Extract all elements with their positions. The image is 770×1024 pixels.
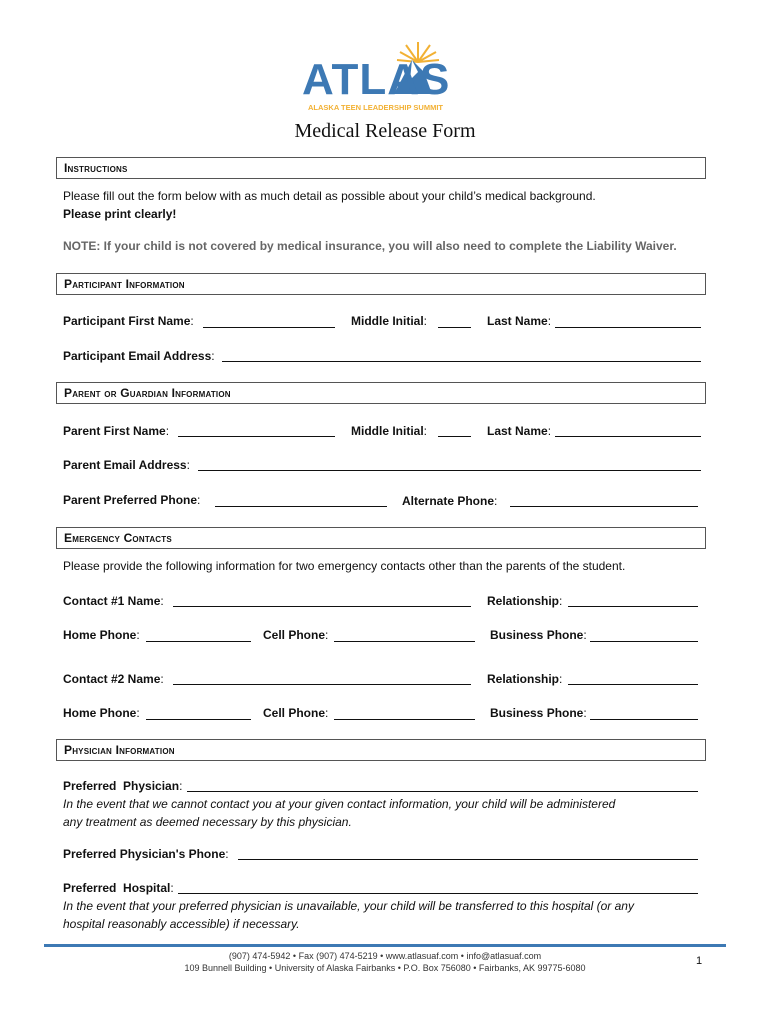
logo-tagline: ALASKA TEEN LEADERSHIP SUMMIT xyxy=(308,103,444,112)
emergency-intro: Please provide the following information for two emergency contacts other than the parents of the student. xyxy=(63,559,626,573)
contact1-relationship-label: Relationship: xyxy=(487,594,563,608)
section-title: Participant Information xyxy=(64,277,185,291)
section-title: Emergency Contacts xyxy=(64,531,172,545)
participant-first-name-field[interactable] xyxy=(203,327,335,328)
parent-first-name-field[interactable] xyxy=(178,436,335,437)
contact1-home-phone-field[interactable] xyxy=(146,641,251,642)
contact1-name-field[interactable] xyxy=(173,606,471,607)
parent-last-name-field[interactable] xyxy=(555,436,701,437)
parent-middle-initial-label: Middle Initial: xyxy=(351,424,428,438)
contact2-relationship-label: Relationship: xyxy=(487,672,563,686)
contact2-relationship-field[interactable] xyxy=(568,684,698,685)
alternate-phone-field[interactable] xyxy=(510,506,698,507)
contact1-name-label: Contact #1 Name: xyxy=(63,594,164,608)
parent-preferred-phone-label: Parent Preferred Phone: xyxy=(63,493,201,507)
participant-email-field[interactable] xyxy=(222,361,701,362)
participant-middle-initial-label: Middle Initial: xyxy=(351,314,428,328)
section-physician xyxy=(56,739,706,761)
participant-last-name-label: Last Name: xyxy=(487,314,552,328)
contact1-relationship-field[interactable] xyxy=(568,606,698,607)
physician-note-1: In the event that we cannot contact you at your given contact information, your child will be administered xyxy=(63,797,616,811)
preferred-physician-label: Preferred Physician: xyxy=(63,779,183,793)
page-title: Medical Release Form xyxy=(294,120,476,142)
contact2-business-phone-field[interactable] xyxy=(590,719,698,720)
contact1-cell-phone-field[interactable] xyxy=(334,641,475,642)
footer-contact-line: (907) 474-5942 • Fax (907) 474-5219 • www.atlasuaf.com • info@atlasuaf.com xyxy=(228,951,542,961)
instructions-text: Please fill out the form below with as much detail as possible about your child’s medical background. xyxy=(63,189,596,203)
contact1-business-phone-label: Business Phone: xyxy=(490,628,587,642)
contact2-business-phone-label: Business Phone: xyxy=(490,706,587,720)
physician-phone-field[interactable] xyxy=(238,859,698,860)
parent-middle-initial-field[interactable] xyxy=(438,436,471,437)
logo-wordmark: ATLAS xyxy=(302,55,451,104)
contact2-name-field[interactable] xyxy=(173,684,471,685)
participant-email-label: Participant Email Address: xyxy=(63,349,215,363)
parent-last-name-label: Last Name: xyxy=(487,424,552,438)
atlas-logo xyxy=(300,40,475,118)
section-participant xyxy=(56,273,706,295)
contact2-home-phone-label: Home Phone: xyxy=(63,706,140,720)
parent-email-label: Parent Email Address: xyxy=(63,458,190,472)
alternate-phone-label: Alternate Phone: xyxy=(402,494,498,508)
parent-preferred-phone-field[interactable] xyxy=(215,506,387,507)
contact1-home-phone-label: Home Phone: xyxy=(63,628,140,642)
participant-first-name-label: Participant First Name: xyxy=(63,314,194,328)
footer-rule xyxy=(44,944,726,947)
page-number: 1 xyxy=(696,955,703,967)
participant-last-name-field[interactable] xyxy=(555,327,701,328)
print-clearly-text: Please print clearly! xyxy=(63,207,177,221)
section-title: Physician Information xyxy=(64,743,175,757)
section-instructions xyxy=(56,157,706,179)
section-title: Instructions xyxy=(64,161,128,175)
contact2-home-phone-field[interactable] xyxy=(146,719,251,720)
parent-email-field[interactable] xyxy=(198,470,701,471)
contact2-cell-phone-label: Cell Phone: xyxy=(263,706,329,720)
insurance-note: NOTE: If your child is not covered by medical insurance, you will also need to complete the Liability Waiver. xyxy=(63,239,677,253)
contact1-business-phone-field[interactable] xyxy=(590,641,698,642)
physician-phone-label: Preferred Physician's Phone: xyxy=(63,847,229,861)
section-title: Parent or Guardian Information xyxy=(64,386,231,400)
physician-note-2: any treatment as deemed necessary by this physician. xyxy=(63,815,352,829)
participant-middle-initial-field[interactable] xyxy=(438,327,471,328)
preferred-hospital-label: Preferred Hospital: xyxy=(63,881,174,895)
contact2-name-label: Contact #2 Name: xyxy=(63,672,164,686)
preferred-physician-field[interactable] xyxy=(187,791,698,792)
hospital-note-2: hospital reasonably accessible) if necessary. xyxy=(63,917,300,931)
hospital-note-1: In the event that your preferred physician is unavailable, your child will be transferred to this hospital (or any xyxy=(63,899,634,913)
parent-first-name-label: Parent First Name: xyxy=(63,424,170,438)
contact1-cell-phone-label: Cell Phone: xyxy=(263,628,329,642)
section-emergency xyxy=(56,527,706,549)
footer-address-line: 109 Bunnell Building • University of Alaska Fairbanks • P.O. Box 756080 • Fairbanks, AK 99775-6080 xyxy=(184,963,586,973)
preferred-hospital-field[interactable] xyxy=(178,893,698,894)
logo-graphic xyxy=(300,40,475,118)
section-parent xyxy=(56,382,706,404)
contact2-cell-phone-field[interactable] xyxy=(334,719,475,720)
